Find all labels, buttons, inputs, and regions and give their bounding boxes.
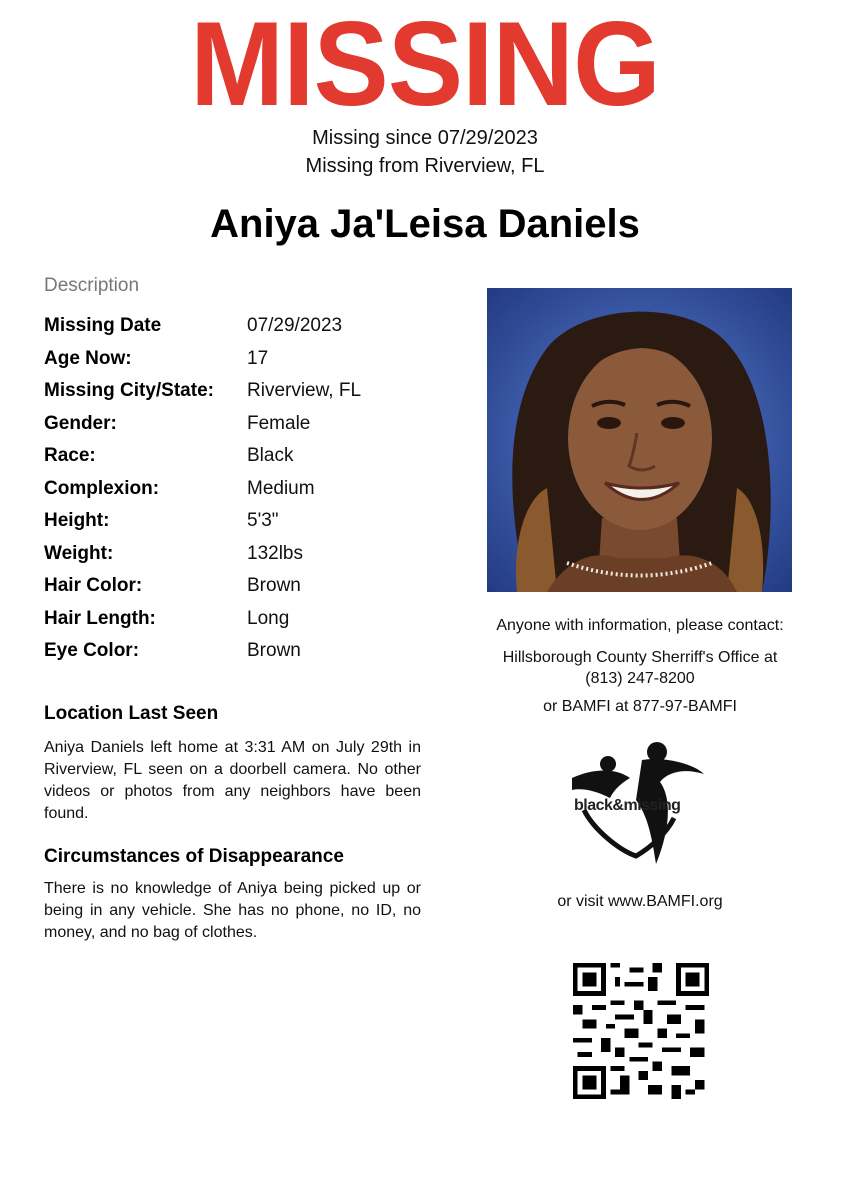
- field-label: Missing City/State:: [44, 380, 214, 402]
- field-value: 07/29/2023: [247, 315, 343, 337]
- portrait-illustration: [487, 288, 792, 592]
- missing-since-text: Missing since 07/29/2023: [312, 127, 538, 149]
- contact-intro: Anyone with information, please contact:: [496, 617, 784, 634]
- headline-missing: MISSING: [190, 0, 660, 131]
- contact-agency: Hillsborough County Sherriff's Office at (813) 247-8200: [502, 649, 778, 687]
- description-fields: [44, 310, 444, 668]
- field-value: Long: [247, 607, 290, 629]
- field-row: [44, 603, 444, 636]
- field-value: Black: [247, 445, 294, 467]
- circumstances-text: There is no knowledge of Aniya being picked up or being in any vehicle. She has no phone, no ID, no money, and no bag of clothes.: [44, 880, 421, 941]
- missing-from-text: Missing from Riverview, FL: [305, 155, 545, 177]
- field-row: [44, 440, 444, 473]
- field-label: Weight:: [44, 542, 114, 564]
- contact-bamfi-phone: or BAMFI at 877-97-BAMFI: [543, 698, 737, 715]
- field-row: [44, 473, 444, 506]
- location-last-seen-title: Location Last Seen: [44, 703, 219, 724]
- field-value: Medium: [247, 477, 315, 499]
- field-label: Age Now:: [44, 347, 132, 369]
- field-label: Eye Color:: [44, 640, 140, 662]
- contact-website: or visit www.BAMFI.org: [557, 893, 723, 910]
- field-row: [44, 635, 444, 668]
- field-label: Gender:: [44, 412, 117, 434]
- field-label: Complexion:: [44, 477, 160, 499]
- field-row: [44, 310, 444, 343]
- field-value: 132lbs: [247, 542, 303, 564]
- field-row: [44, 505, 444, 538]
- field-value: 5'3": [247, 510, 279, 532]
- field-label: Missing Date: [44, 315, 162, 337]
- field-value: Female: [247, 412, 311, 434]
- location-last-seen-text: Aniya Daniels left home at 3:31 AM on July 29th in Riverview, FL seen on a doorbell camera. No other videos or photos from any neighbors have been found.: [44, 739, 421, 822]
- logo-text: black&missing: [574, 797, 681, 814]
- field-row: [44, 570, 444, 603]
- field-row: [44, 375, 444, 408]
- description-heading: Description: [44, 275, 140, 296]
- field-value: Brown: [247, 575, 301, 597]
- field-value: Riverview, FL: [247, 380, 362, 402]
- field-value: Brown: [247, 640, 301, 662]
- field-row: [44, 538, 444, 571]
- person-name: Aniya Ja'Leisa Daniels: [210, 202, 640, 246]
- field-value: 17: [247, 347, 269, 369]
- field-row: [44, 343, 444, 376]
- missing-info: [0, 124, 850, 180]
- field-label: Hair Length:: [44, 607, 156, 629]
- field-row: [44, 408, 444, 441]
- circumstances-title: Circumstances of Disappearance: [44, 846, 344, 867]
- person-photo: [487, 288, 792, 592]
- field-label: Hair Color:: [44, 575, 143, 597]
- field-label: Height:: [44, 510, 110, 532]
- field-label: Race:: [44, 445, 96, 467]
- qr-code-icon: [573, 963, 709, 1099]
